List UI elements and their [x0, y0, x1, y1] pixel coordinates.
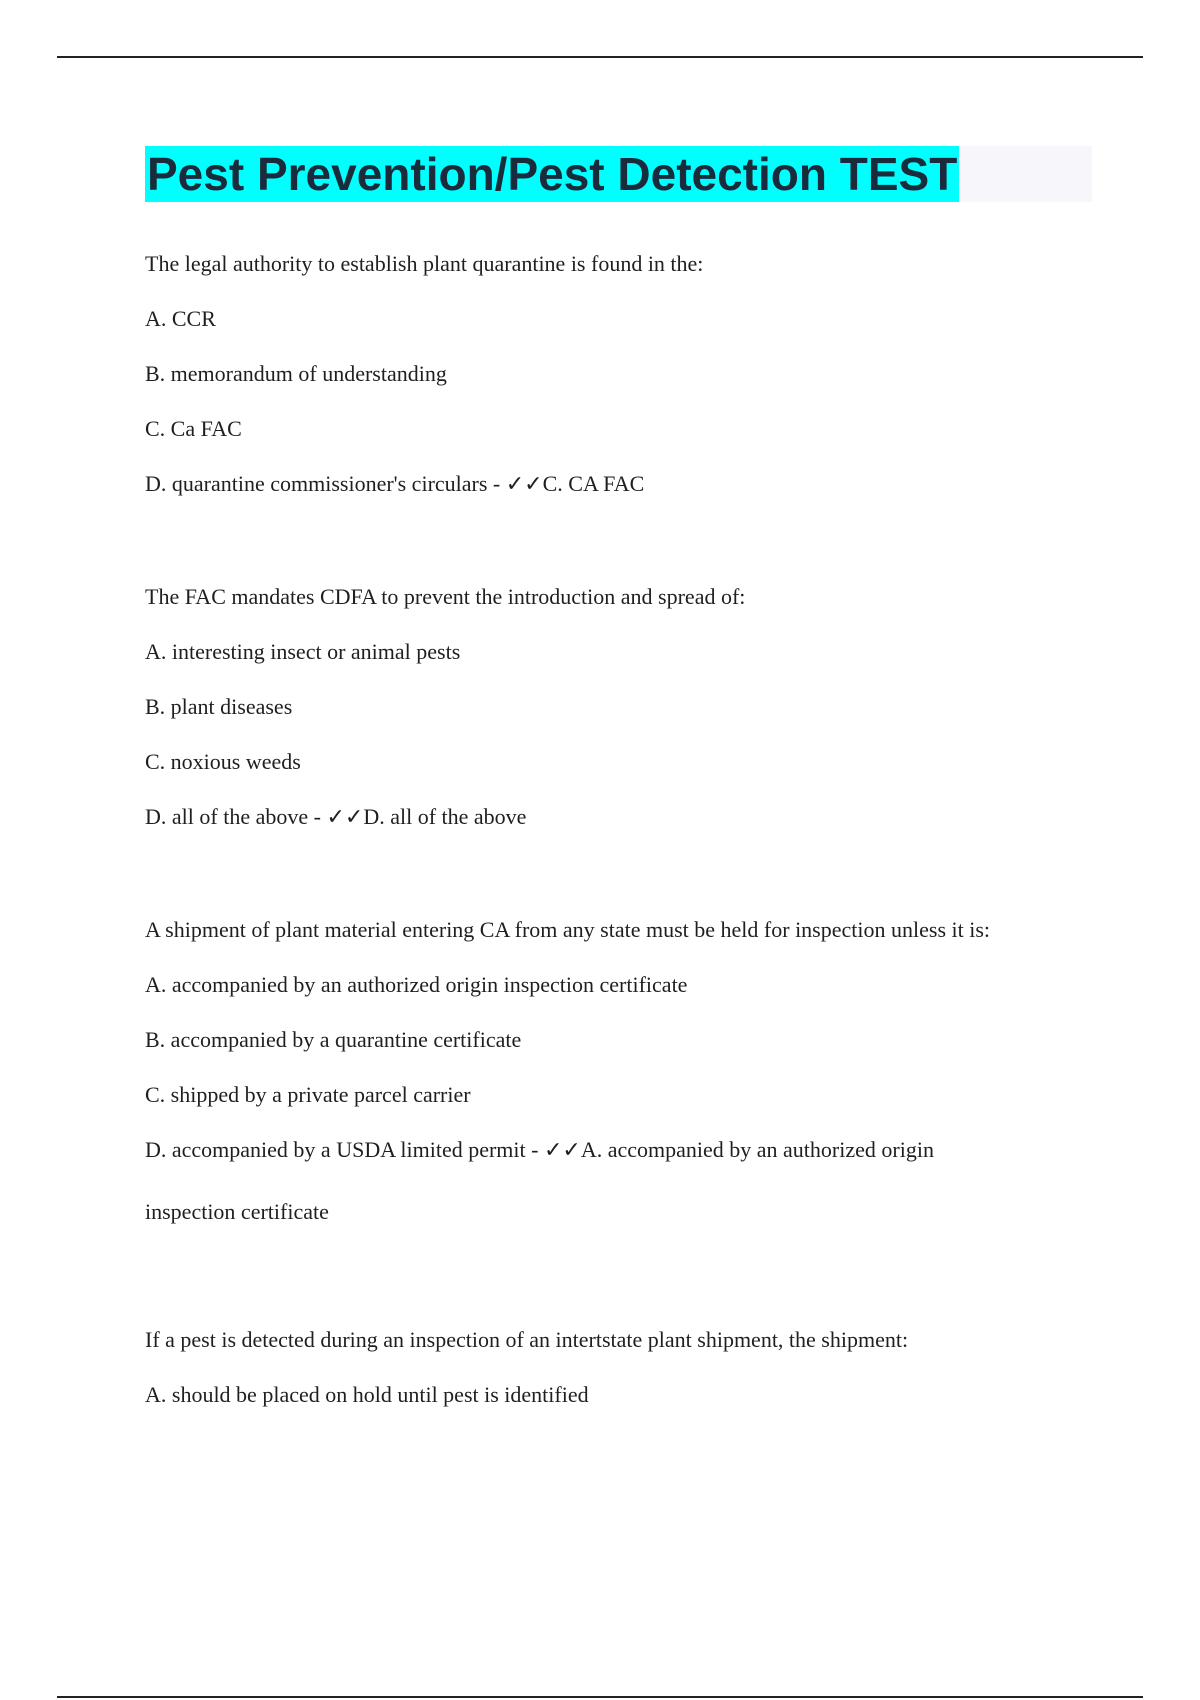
question-4-option-a: A. should be placed on hold until pest is identified — [145, 1382, 589, 1407]
question-1-prompt: The legal authority to establish plant quarantine is found in the: — [145, 251, 704, 276]
question-1-option-a: A. CCR — [145, 306, 216, 331]
question-2-option-d — [145, 803, 1105, 832]
question-4-prompt: If a pest is detected during an inspection of an intertstate plant shipment, the shipment: — [145, 1327, 909, 1352]
question-2-option-c: C. noxious weeds — [145, 749, 301, 774]
bottom-rule — [57, 1696, 1143, 1698]
question-3-option-a: A. accompanied by an authorized origin inspection certificate — [145, 972, 688, 997]
question-3-option-b: B. accompanied by a quarantine certificate — [145, 1027, 522, 1052]
question-2-option-b: B. plant diseases — [145, 694, 293, 719]
question-2-option-a: A. interesting insect or animal pests — [145, 639, 461, 664]
question-2-answer: D. all of the above — [363, 804, 527, 829]
question-2 — [145, 583, 1105, 832]
question-1-option-d — [145, 470, 1105, 499]
question-1-answer: C. CA FAC — [542, 471, 645, 496]
document-title: Pest Prevention/Pest Detection TEST — [147, 148, 958, 200]
top-rule — [57, 56, 1143, 58]
question-3-prompt: A shipment of plant material entering CA from any state must be held for inspection unless it is: — [145, 917, 991, 942]
question-1-option-b: B. memorandum of understanding — [145, 361, 447, 386]
check-icon: ✓✓ — [326, 805, 364, 830]
check-icon: ✓✓ — [505, 472, 543, 497]
question-2-option-d-text: D. all of the above - — [145, 804, 327, 829]
question-3-option-d — [145, 1119, 1025, 1242]
question-4 — [145, 1326, 1105, 1409]
question-2-prompt: The FAC mandates CDFA to prevent the introduction and spread of: — [145, 584, 746, 609]
question-3 — [145, 916, 1105, 1242]
question-3-option-d-text: D. accompanied by a USDA limited permit - — [145, 1137, 544, 1162]
question-1 — [145, 250, 1105, 499]
document-body — [145, 250, 1105, 1465]
question-3-answer: A. accompanied by an authorized origin inspection certificate — [145, 1137, 934, 1224]
question-1-option-d-text: D. quarantine commissioner's circulars - — [145, 471, 506, 496]
question-1-option-c: C. Ca FAC — [145, 416, 242, 441]
check-icon: ✓✓ — [543, 1138, 581, 1163]
question-3-option-c: C. shipped by a private parcel carrier — [145, 1082, 471, 1107]
